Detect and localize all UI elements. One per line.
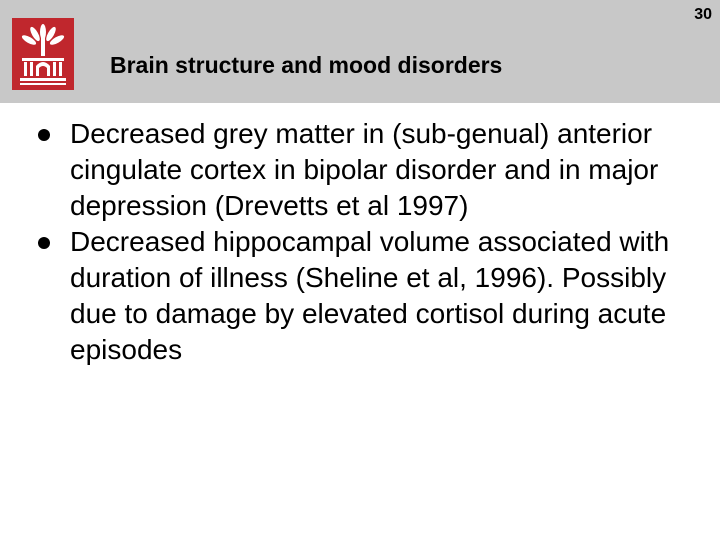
- university-seal-icon: [12, 18, 74, 90]
- bullet-dot-icon: [38, 237, 50, 249]
- slide-number: 30: [694, 6, 712, 23]
- bullet-item: [0, 224, 720, 368]
- bullet-dot-icon: [38, 129, 50, 141]
- bullet-item: [0, 116, 720, 224]
- bullet-list: [0, 116, 720, 368]
- bullet-text: Decreased hippocampal volume associated with duration of illness (Sheline et al, 1996). Possibly due to damage by elevated cortisol during acute episodes: [70, 226, 670, 365]
- bullet-text: Decreased grey matter in (sub-genual) anterior cingulate cortex in bipolar disorder and in major depression (Drevetts et al 1997): [70, 118, 659, 221]
- slide-title: Brain structure and mood disorders: [110, 52, 503, 78]
